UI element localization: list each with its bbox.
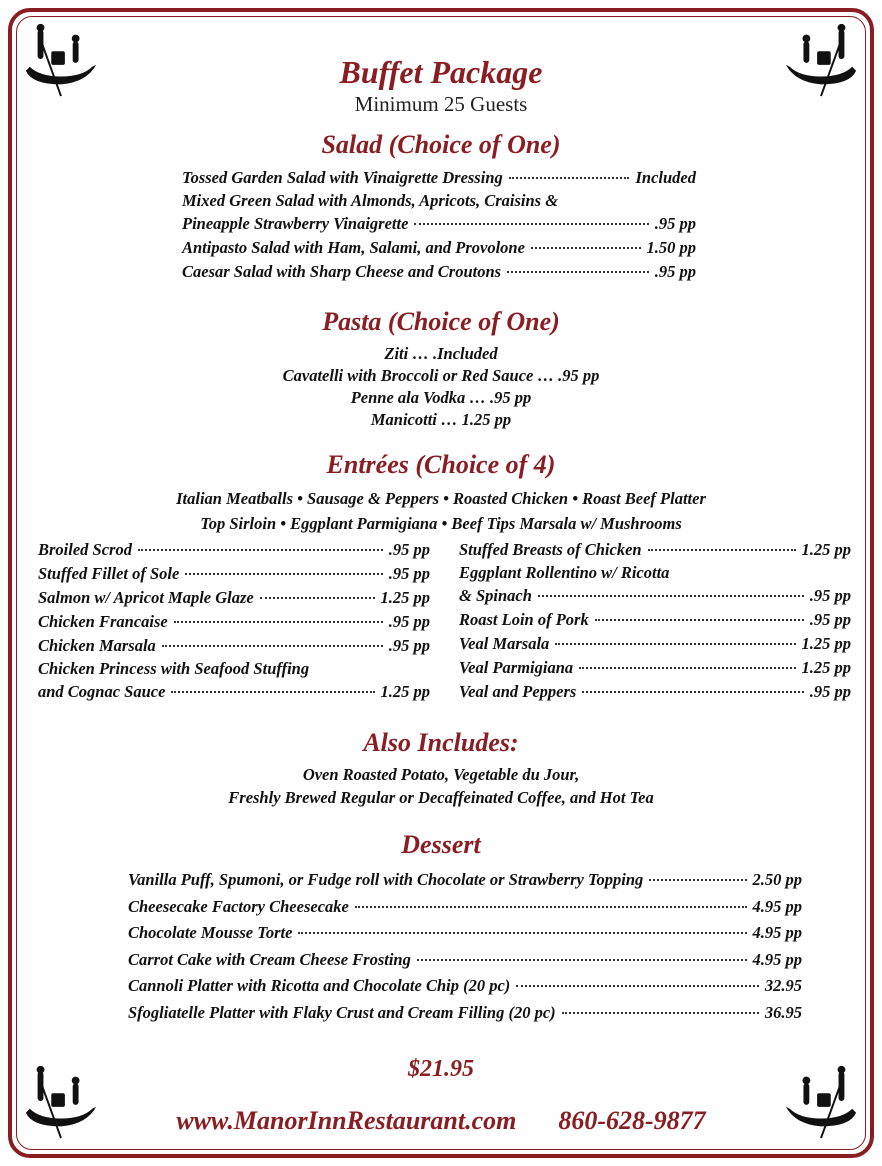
menu-item	[38, 680, 430, 704]
dot-leader	[138, 549, 383, 551]
menu-item	[128, 1000, 802, 1027]
dot-leader	[516, 985, 759, 987]
dot-leader	[414, 223, 648, 225]
dot-leader	[562, 1012, 759, 1014]
menu-item	[38, 610, 430, 634]
item-name: Chicken Marsala	[38, 636, 156, 655]
dot-leader	[531, 247, 641, 249]
dessert-list	[128, 867, 802, 1026]
item-name: Stuffed Fillet of Sole	[38, 564, 180, 583]
also-includes-heading: Also Includes:	[363, 728, 519, 757]
menu-item	[182, 166, 696, 190]
item-price: .95 pp	[654, 214, 696, 233]
item-name: Veal Marsala	[459, 634, 550, 653]
item-price: 1.25 pp	[801, 634, 851, 653]
salad-list	[182, 166, 696, 284]
item-name: Roast Loin of Pork	[459, 610, 589, 629]
menu-item	[459, 608, 851, 632]
entrees-included-line: Top Sirloin • Eggplant Parmigiana • Beef Tips Marsala w/ Mushrooms	[200, 514, 682, 533]
menu-item	[128, 973, 802, 1000]
menu-item	[459, 584, 851, 608]
item-price: .95 pp	[388, 564, 430, 583]
item-price: 2.50 pp	[752, 870, 802, 889]
menu-item	[182, 236, 696, 260]
item-name: Cheesecake Factory Cheesecake	[128, 896, 349, 916]
item-name-line1: Chicken Princess with Seafood Stuffing	[38, 659, 310, 678]
dot-leader	[417, 959, 747, 961]
entrees-included-line: Italian Meatballs • Sausage & Peppers • Roasted Chicken • Roast Beef Platter	[176, 489, 706, 508]
item-name: Stuffed Breasts of Chicken	[459, 540, 642, 559]
item-price: 1.25 pp	[380, 588, 430, 607]
item-name: Pineapple Strawberry Vinaigrette	[182, 214, 409, 233]
pasta-item: Manicotti … 1.25 pp	[370, 410, 512, 429]
phone-number[interactable]: 860-628-9877	[558, 1106, 706, 1135]
dot-leader	[355, 906, 747, 908]
item-price: 4.95 pp	[752, 923, 802, 942]
item-name: Salmon w/ Apricot Maple Glaze	[38, 588, 254, 607]
menu-item	[128, 867, 802, 894]
item-name: Broiled Scrod	[38, 540, 132, 559]
dot-leader	[171, 691, 374, 693]
item-name: Veal and Peppers	[459, 682, 577, 701]
item-price: 32.95	[764, 976, 802, 995]
menu-item	[38, 562, 430, 586]
also-includes-line: Oven Roasted Potato, Vegetable du Jour,	[302, 765, 580, 784]
item-price: .95 pp	[654, 262, 696, 281]
menu-item	[182, 212, 696, 236]
dot-leader	[649, 879, 746, 881]
item-price: .95 pp	[388, 636, 430, 655]
item-price: 1.25 pp	[801, 658, 851, 677]
dot-leader	[595, 619, 804, 621]
item-price: .95 pp	[809, 682, 851, 701]
item-name: Chocolate Mousse Torte	[128, 923, 293, 942]
dot-leader	[260, 597, 375, 599]
dot-leader	[162, 645, 383, 647]
item-name: Caesar Salad with Sharp Cheese and Croutons	[182, 262, 502, 281]
pasta-item: Cavatelli with Broccoli or Red Sauce … .95 pp	[282, 366, 600, 385]
menu-item	[38, 586, 430, 610]
menu-item	[38, 538, 430, 562]
item-name: Tossed Garden Salad with Vinaigrette Dressing	[182, 168, 503, 187]
item-name: Veal Parmigiana	[459, 658, 574, 677]
also-includes-line: Freshly Brewed Regular or Decaffeinated Coffee, and Hot Tea	[228, 788, 654, 807]
item-name: Sfogliatelle Platter with Flaky Crust and Cream Filling (20 pc)	[128, 1002, 556, 1022]
pasta-heading: Pasta (Choice of One)	[322, 307, 560, 336]
dot-leader	[509, 177, 630, 179]
dot-leader	[582, 691, 803, 693]
menu-item	[459, 538, 851, 562]
package-price: $21.95	[408, 1056, 474, 1082]
menu-item	[459, 632, 851, 656]
item-price: .95 pp	[809, 586, 851, 605]
dot-leader	[185, 573, 382, 575]
item-price: 4.95 pp	[752, 896, 802, 916]
dot-leader	[298, 932, 746, 934]
dessert-heading: Dessert	[401, 830, 481, 859]
item-name: Vanilla Puff, Spumoni, or Fudge roll with Chocolate or Strawberry Topping	[128, 870, 644, 889]
item-price: .95 pp	[388, 612, 430, 631]
dot-leader	[507, 271, 649, 273]
menu-item	[459, 656, 851, 680]
item-name-line1: Eggplant Rollentino w/ Ricotta	[459, 563, 670, 582]
dot-leader	[538, 595, 804, 597]
dot-leader	[648, 549, 796, 551]
page-title: Buffet Package	[339, 54, 543, 90]
dot-leader	[555, 643, 795, 645]
footer-contact	[0, 1106, 882, 1136]
item-name: Chicken Francaise	[38, 612, 168, 631]
item-price: 4.95 pp	[752, 949, 802, 969]
salad-heading: Salad (Choice of One)	[321, 130, 561, 159]
item-name: & Spinach	[459, 586, 532, 605]
item-price: .95 pp	[809, 610, 851, 629]
item-price: 36.95	[764, 1002, 802, 1022]
pasta-item: Ziti … .Included	[384, 344, 498, 363]
entrees-right-list	[459, 538, 851, 704]
menu-item	[128, 920, 802, 947]
page-subtitle: Minimum 25 Guests	[354, 92, 528, 116]
item-price: 1.25 pp	[380, 682, 430, 701]
entrees-heading: Entrées (Choice of 4)	[326, 450, 556, 479]
menu-item	[459, 680, 851, 704]
menu-item	[182, 260, 696, 284]
item-name: Carrot Cake with Cream Cheese Frosting	[128, 949, 411, 969]
menu-item	[38, 634, 430, 658]
item-name: Antipasto Salad with Ham, Salami, and Provolone	[182, 238, 525, 257]
item-name-line1: Mixed Green Salad with Almonds, Apricots, Craisins &	[182, 191, 559, 210]
dot-leader	[174, 621, 383, 623]
item-name: and Cognac Sauce	[38, 682, 166, 701]
website-link[interactable]: www.ManorInnRestaurant.com	[176, 1106, 517, 1135]
menu-item	[128, 894, 802, 921]
entrees-left-list	[38, 538, 430, 704]
pasta-item: Penne ala Vodka … .95 pp	[350, 388, 532, 407]
dot-leader	[579, 667, 795, 669]
item-price: .95 pp	[388, 540, 430, 559]
item-name: Cannoli Platter with Ricotta and Chocolate Chip (20 pc)	[128, 976, 511, 995]
menu-item	[128, 947, 802, 974]
item-price: 1.25 pp	[801, 540, 851, 559]
item-price: 1.50 pp	[646, 238, 696, 257]
item-price: Included	[635, 168, 696, 187]
